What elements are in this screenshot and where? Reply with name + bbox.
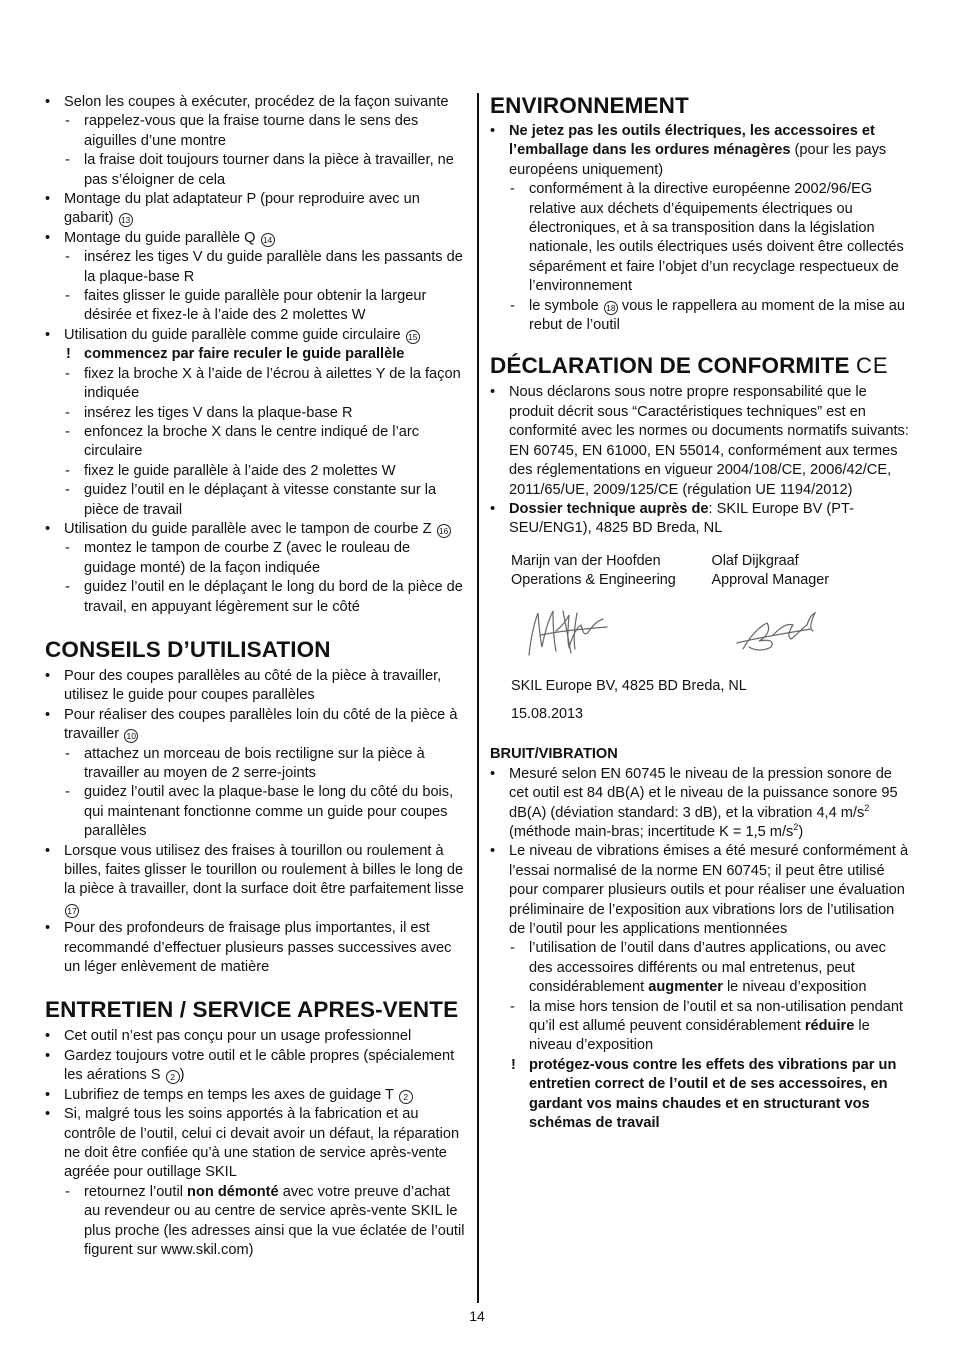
right-column [490,93,912,1133]
warning-item [45,345,465,364]
emphasis-text: augmenter [648,979,723,996]
list-item [45,667,465,706]
item-text: Si, malgré tous les soins apportés à la fabrication et au contrôle de l’outil, celui ci devait avoir un défaut, la réparation ne doit être confiée qu’à une station de service après-vente agréée pour outillage SKIL [64,1106,460,1181]
item-text: faites glisser le guide parallèle pour obtenir la largeur désirée et fixez-le à l’aide des 2 molettes W [84,288,427,324]
superscript: 2 [793,822,799,833]
item-text: protégez-vous contre les effets des vibrations par un entretien correct de l’outil et de ses accessoires, en gardant vos mains chaudes et en structurant vos schémas de travail [529,1056,897,1132]
signature-1-icon [529,611,607,655]
signature-2-icon [737,613,815,650]
item-text: Pour réaliser des coupes parallèles loin du côté de la pièce à travailler [64,706,458,743]
list-item [45,1027,465,1046]
list-item [45,539,465,578]
figure-ref-icon: 10 [124,729,138,743]
emphasis-text: non démonté [187,1183,279,1200]
figure-ref-icon: 2 [399,1090,413,1104]
item-text: Gardez toujours votre outil et le câble propres (spécialement les aérations S [64,1047,455,1084]
item-text: la fraise doit toujours tourner dans la pièce à travailler, ne pas s’éloigner de cela [84,152,454,188]
list-item [490,842,912,939]
list-item [45,1086,465,1105]
list-item [490,180,912,296]
list-item [45,462,465,481]
list-item [45,783,465,841]
item-text: guidez l’outil en le déplaçant le long du bord de la pièce de travail, en appuyant légèrement sur le côté [84,579,463,615]
item-text: Montage du plat adaptateur P (pour reproduire avec un gabarit) [64,191,420,227]
section-heading-environnement: ENVIRONNEMENT [490,93,689,118]
item-text: rappelez-vous que la fraise tourne dans le sens des aiguilles d’une montre [84,113,419,149]
signatory-title: Operations & Engineering [511,572,676,589]
item-text: le niveau d’exposition [529,1018,870,1054]
heading-text: DÉCLARATION DE CONFORMITE [490,353,850,379]
list-item [45,93,465,112]
emphasis-text: réduire [804,1018,855,1035]
item-text: Montage du guide parallèle Q [64,229,256,246]
column-divider [477,93,479,1303]
item-text: (méthode main-bras; incertitude K = 1,5 m/s [509,823,794,840]
list-item [45,151,465,190]
item-text: la mise hors tension de l’outil et sa non-utilisation pendant qu’il est allumé peuvent considérablement [529,998,903,1035]
item-text: Mesuré selon EN 60745 le niveau de la pression sonore de cet outil est 84 dB(A) et le niveau de la puissance sonore 95 dB(A) (déviation standard: 3 dB), et la vibration 4,4 m/s [509,765,898,821]
signatory-2 [712,552,913,591]
item-text: retournez l’outil [84,1183,183,1200]
emphasis-text: Ne jetez pas les outils électriques, les accessoires et l’emballage dans les ordures ménagères [509,123,875,159]
list-item [45,1183,465,1261]
item-text: attachez un morceau de bois rectiligne sur la pièce à travailler au moyen de 2 serre-joints [84,745,425,781]
handwritten-signatures [511,591,911,677]
figure-ref-icon: 17 [65,904,79,918]
item-text: Selon les coupes à exécuter, procédez de la façon suivante [64,94,449,110]
list-item [45,326,465,345]
list-item [45,365,465,404]
item-text: ) [179,1067,185,1084]
list-item [490,939,912,997]
item-text: Utilisation du guide parallèle avec le tampon de courbe Z [64,520,432,537]
list-item [45,481,465,520]
list-item [490,998,912,1056]
item-text: insérez les tiges V dans la plaque-base R [84,404,353,421]
list-item [45,287,465,326]
list-item [45,842,465,920]
item-text: fixez la broche X à l’aide de l’écrou à ailettes Y de la façon indiquée [84,365,461,402]
item-text: le niveau d’exposition [726,979,867,996]
item-text: : SKIL Europe BV (PT-SEU/ENG1), 4825 BD Breda, NL [509,500,854,537]
item-text: Utilisation du guide parallèle comme guide circulaire [64,326,401,343]
item-text: Nous déclarons sous notre propre responsabilité que le produit décrit sous “Caractéristiques techniques” est en conformité avec les normes ou documents normatifs suivants: EN 60745, EN 61000, EN 55014, conformément aux termes des réglementations en vigueur 2004/108/CE, 2006/42/CE, 2011/65/UE, 2009/125/CE (régulation UE 1194/2012) [509,384,909,498]
list-item [45,112,465,151]
item-text: avec votre preuve d’achat au revendeur ou au centre de service après-vente SKIL le plus proche (les adresses ainsi que la vue éclatée de l’outil figurent sur www.skil.com) [84,1183,465,1258]
figure-ref-icon: 18 [604,301,618,315]
figure-ref-icon: 16 [437,524,451,538]
list-item [45,404,465,423]
list-item [490,765,912,843]
signatory-name: Olaf Dijkgraaf [711,552,799,569]
section-heading-bruit: BRUIT/VIBRATION [490,746,618,763]
figure-ref-icon: 14 [261,233,275,247]
company-address: SKIL Europe BV, 4825 BD Breda, NL [511,677,747,694]
item-text: enfoncez la broche X dans le centre indiqué de l’arc circulaire [84,423,420,460]
item-text: ) [798,823,804,840]
item-text: commencez par faire reculer le guide parallèle [84,346,405,363]
item-text: vous le rappellera au moment de la mise au rebut de l’outil [529,297,906,334]
emphasis-text: Dossier technique auprès de [509,500,709,517]
item-text: guidez l’outil en le déplaçant à vitesse constante sur la pièce de travail [84,482,437,518]
item-text: Le niveau de vibrations émises a été mesuré conformément à l’essai normalisé de la norme EN 60745; il peut être utilisé pour comparer plusieurs outils et pour réaliser une évaluation préliminaire de l’exposition aux vibrations lors de l’utilisation de l’outil pour les applications mentionnées [509,843,909,937]
list-item [490,500,912,539]
figure-ref-icon: 13 [119,213,133,227]
signatory-1 [511,552,712,591]
declaration-date: 15.08.2013 [511,705,584,722]
item-text: l’utilisation de l’outil dans d’autres applications, ou avec des accessoires différents ou mal entretenus, peut considérablement [529,940,886,996]
ce-mark-icon: CE [855,353,889,379]
item-text: fixez le guide parallèle à l’aide des 2 molettes W [84,462,396,479]
warning-item [490,1056,912,1134]
item-text: guidez l’outil avec la plaque-base le long du côté du bois, qui maintenant fonctionne comme un guide pour coupes parallèles [84,784,454,840]
list-item [490,383,912,499]
list-item [45,423,465,462]
list-item [490,122,912,180]
signatory-row [511,552,912,591]
list-item [45,190,465,229]
signatures-area [511,591,912,677]
item-text: Lubrifiez de temps en temps les axes de guidage T [64,1086,394,1103]
list-item [45,1105,465,1183]
list-item [45,520,465,539]
item-text: (pour les pays européens uniquement) [509,142,887,178]
figure-ref-icon: 15 [406,330,420,344]
item-text: insérez les tiges V du guide parallèle dans les passants de la plaque-base R [84,249,463,285]
list-item [45,745,465,784]
list-item [45,706,465,745]
section-heading-conseils: CONSEILS D’UTILISATION [45,636,331,662]
list-item [45,919,465,977]
list-item [45,1047,465,1086]
item-text: Cet outil n’est pas conçu pour un usage professionnel [64,1028,412,1045]
item-text: Lorsque vous utilisez des fraises à tourillon ou roulement à billes, faites glisser le tourillon ou roulement à billes le long de la pièce à travailler, dont la surface doit être parfaitement lisse [64,842,464,898]
page-number: 14 [469,1308,485,1324]
section-heading-declaration [490,353,912,379]
item-text: Pour des coupes parallèles au côté de la pièce à travailler, utilisez le guide pour coupes parallèles [64,667,442,704]
item-text: Pour des profondeurs de fraisage plus importantes, il est recommandé d’effectuer plusieurs passes successives avec un léger enlèvement de matière [64,920,452,976]
item-text: le symbole [529,297,599,314]
item-text: montez le tampon de courbe Z (avec le rouleau de guidage monté) de la façon indiquée [84,540,411,576]
superscript: 2 [864,802,870,813]
signatory-title: Approval Manager [711,572,830,589]
section-heading-entretien: ENTRETIEN / SERVICE APRES-VENTE [45,997,459,1023]
list-item [490,297,912,336]
list-item [45,248,465,287]
list-item [45,578,465,617]
item-text: conformément à la directive européenne 2002/96/EG relative aux déchets d’équipements électriques ou électroniques, et à sa transposition dans la législation nationale, les outils électriques usés doivent être collectés séparément et faire l’objet d’un recyclage respectueux de l’environnement [529,181,904,295]
signatory-name: Marijn van der Hoofden [511,552,661,569]
figure-ref-icon: 2 [166,1070,180,1084]
signature-block [490,552,912,725]
list-item [45,229,465,248]
left-column [45,93,465,1260]
